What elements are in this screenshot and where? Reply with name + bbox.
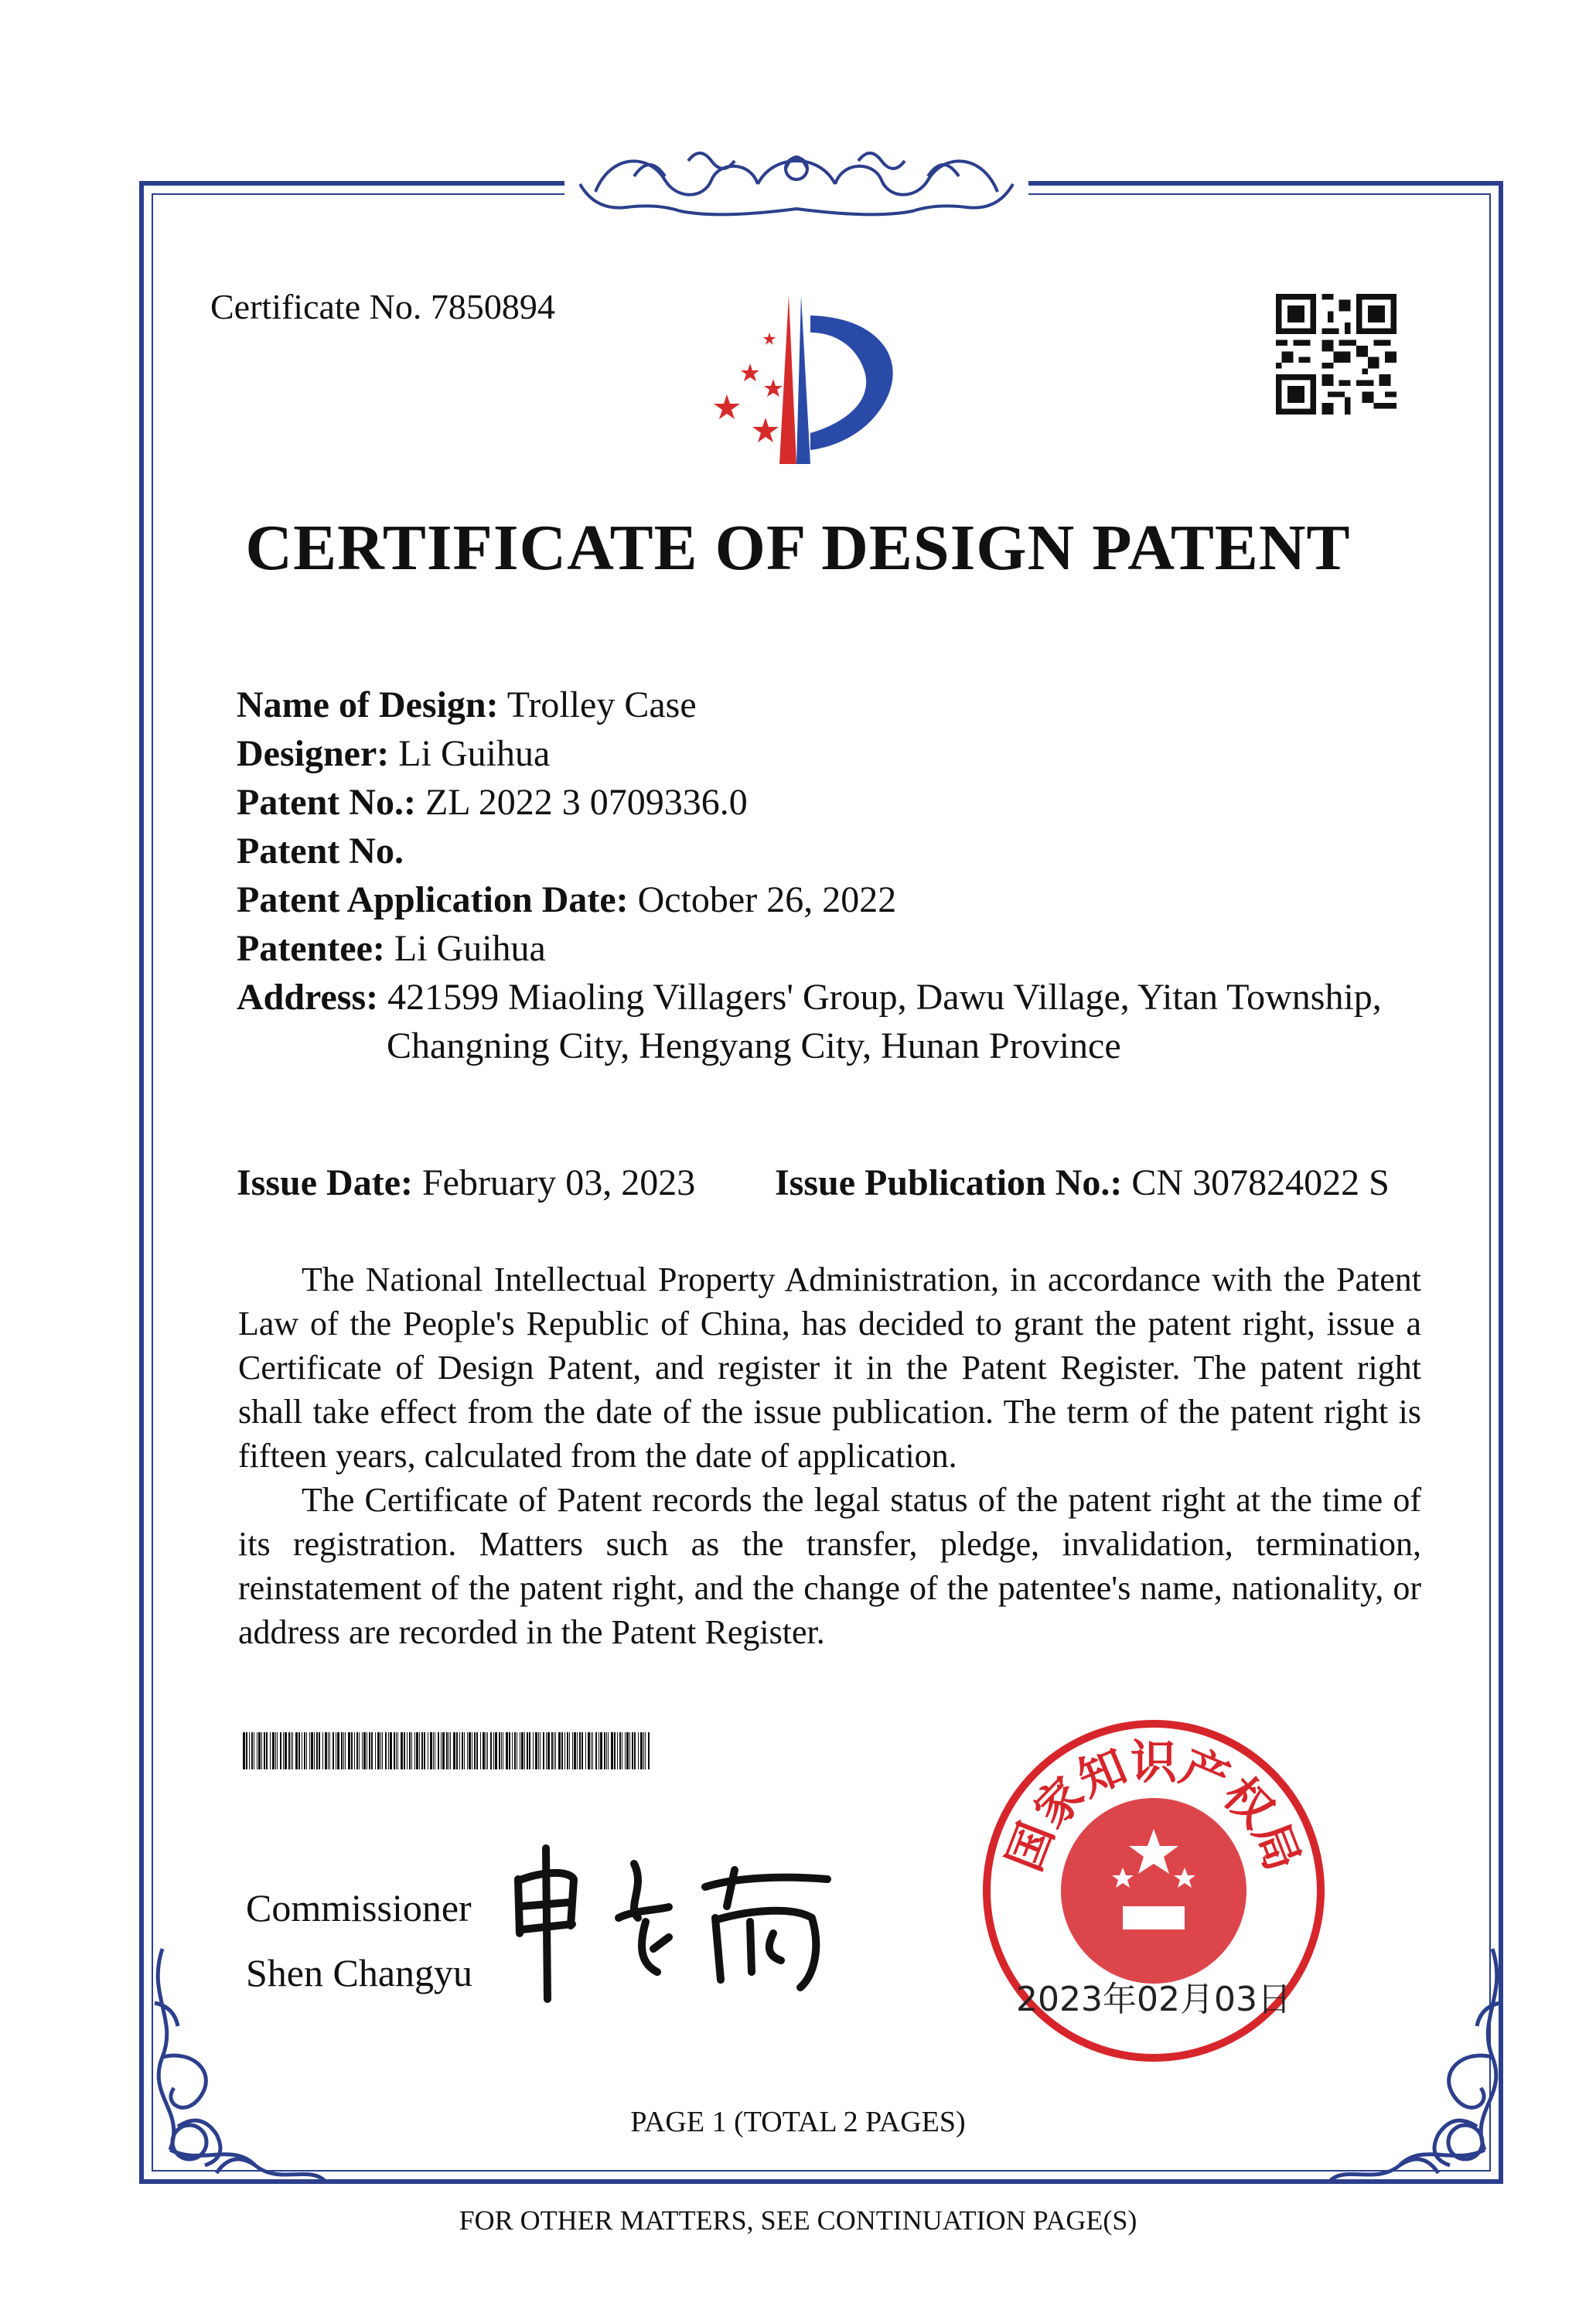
barcode-bar (543, 1732, 544, 1769)
barcode-bar (514, 1732, 516, 1769)
barcode-bar (555, 1732, 556, 1769)
barcode-bar (569, 1732, 570, 1769)
barcode-bar (453, 1732, 455, 1769)
official-seal (976, 1713, 1332, 2069)
barcode-bar (362, 1732, 363, 1769)
qr-code (1276, 294, 1396, 415)
barcode-bar (348, 1732, 350, 1769)
barcode-bar (529, 1732, 530, 1769)
barcode-bar (611, 1732, 613, 1769)
barcode-bar (275, 1732, 276, 1769)
barcode-bar (501, 1732, 502, 1769)
barcode-bar (328, 1732, 329, 1769)
design-name-field (237, 681, 1443, 729)
barcode-bar (251, 1732, 253, 1769)
barcode-bar (640, 1732, 643, 1769)
barcode-bar (625, 1732, 626, 1769)
barcode-bar (592, 1732, 593, 1769)
barcode-bar (474, 1732, 476, 1769)
barcode-bar (377, 1732, 380, 1769)
barcode-bar (304, 1732, 305, 1769)
barcode-bar (462, 1732, 463, 1769)
application-date-label: Patent Application Date: (237, 879, 629, 920)
barcode-bar (409, 1732, 411, 1769)
barcode-bar (264, 1732, 265, 1769)
barcode-bar (295, 1732, 298, 1769)
barcode-bar (442, 1732, 445, 1769)
barcode-bar (588, 1732, 590, 1769)
barcode-bar (551, 1732, 553, 1769)
seal-ring-text: 国家知识产权局 (998, 1735, 1310, 1878)
barcode-bar (533, 1732, 534, 1769)
seal-date: 2023年02月03日 (1016, 1980, 1291, 2019)
barcode-bar (371, 1732, 373, 1769)
patent-number-2-field (237, 827, 1443, 875)
barcode-bar (375, 1732, 376, 1769)
barcode-bar (456, 1732, 458, 1769)
issue-date-value: February 03, 2023 (412, 1162, 696, 1203)
designer-value: Li Guihua (389, 733, 551, 774)
patent-number-field (237, 778, 1443, 827)
barcode-bar (319, 1732, 320, 1769)
barcode-bar (626, 1732, 629, 1769)
barcode-bar (581, 1732, 583, 1769)
barcode-bar (598, 1732, 599, 1769)
barcode-bar (619, 1732, 621, 1769)
barcode-bar (280, 1732, 281, 1769)
barcode-bar (258, 1732, 261, 1769)
barcode-bar (643, 1732, 644, 1769)
barcode-bar (617, 1732, 618, 1769)
barcode-bar (524, 1732, 525, 1769)
barcode-bar (325, 1732, 327, 1769)
barcode-bar (341, 1732, 343, 1769)
address-value: 421599 Miaoling Villagers' Group, Dawu Village, Yitan Township, (378, 977, 1382, 1018)
barcode-bar (270, 1732, 271, 1769)
application-date-field (237, 875, 1443, 924)
barcode-bar (277, 1732, 278, 1769)
barcode-bar (411, 1732, 412, 1769)
barcode-bar (483, 1732, 485, 1769)
barcode-bar (424, 1732, 425, 1769)
barcode-bar (356, 1732, 358, 1769)
barcode-bar (382, 1732, 383, 1769)
barcode-bar (629, 1732, 630, 1769)
barcode-bar (309, 1732, 310, 1769)
handwritten-signature (503, 1833, 851, 2011)
barcode-bar (490, 1732, 492, 1769)
issue-publication-label: Issue Publication No.: (775, 1162, 1123, 1203)
designer-field (237, 729, 1443, 778)
barcode-bar (604, 1732, 605, 1769)
barcode-bar (329, 1732, 330, 1769)
barcode-bar (354, 1732, 355, 1769)
barcode-bar (311, 1732, 313, 1769)
barcode-bar (314, 1732, 315, 1769)
barcode-bar (606, 1732, 607, 1769)
barcode-bar (450, 1732, 451, 1769)
barcode-bar (292, 1732, 293, 1769)
bottom-right-ornament (1322, 1933, 1523, 2196)
certificate-body (238, 1257, 1421, 1654)
barcode-bar (261, 1732, 262, 1769)
barcode-bar (467, 1732, 468, 1769)
barcode-bar (291, 1732, 292, 1769)
barcode-bar (585, 1732, 586, 1769)
barcode-bar (567, 1732, 568, 1769)
patentee-label: Patentee: (237, 928, 385, 969)
barcode-bar (394, 1732, 395, 1769)
patent-number-2-label: Patent No. (237, 831, 404, 872)
application-date-value: October 26, 2022 (628, 879, 897, 920)
patentee-value: Li Guihua (384, 928, 546, 969)
barcode (243, 1732, 653, 1769)
barcode-bar (401, 1732, 403, 1769)
body-paragraph-2: The Certificate of Patent records the legal status of the patent right at the time of its registration. Matters such as the transfer, pledge, invalidation, termination, reinstatement of the patent right, and the change of the patentee's name, nationality, or address are recorded in the Patent Register. (238, 1481, 1421, 1651)
barcode-bar (430, 1732, 432, 1769)
barcode-bar (359, 1732, 360, 1769)
barcode-bar (337, 1732, 339, 1769)
barcode-bar (561, 1732, 563, 1769)
address-field (237, 973, 1443, 1022)
barcode-bar (595, 1732, 597, 1769)
barcode-bar (464, 1732, 465, 1769)
barcode-bar (380, 1732, 381, 1769)
barcode-bar (521, 1732, 523, 1769)
barcode-bar (414, 1732, 415, 1769)
barcode-bar (298, 1732, 300, 1769)
barcode-bar (243, 1732, 245, 1769)
barcode-bar (632, 1732, 633, 1769)
certificate-number: Certificate No. 7850894 (210, 287, 555, 326)
barcode-bar (574, 1732, 576, 1769)
address-label: Address: (237, 977, 379, 1018)
body-paragraph-1: The National Intellectual Property Administration, in accordance with the Patent Law of the People's Republic of China, has decided to grant the patent right, issue a Certificate of Design Patent, and register it in the Patent Register. The patent right shall take effect from the date of the issue publication. The term of the patent right is fifteen years, calculated from the date of application. (238, 1261, 1421, 1475)
barcode-bar (249, 1732, 250, 1769)
page-info: PAGE 1 (TOTAL 2 PAGES) (630, 2106, 966, 2138)
issue-publication-field (775, 1162, 1390, 1204)
barcode-bar (527, 1732, 528, 1769)
continuation-note: FOR OTHER MATTERS, SEE CONTINUATION PAGE(S) (459, 2205, 1137, 2236)
cnipa-logo-icon (680, 286, 928, 472)
barcode-bar (306, 1732, 307, 1769)
commissioner-title: Commissioner (246, 1886, 472, 1929)
barcode-bar (558, 1732, 561, 1769)
barcode-bar (480, 1732, 481, 1769)
barcode-bar (495, 1732, 497, 1769)
barcode-bar (433, 1732, 434, 1769)
barcode-bar (272, 1732, 275, 1769)
barcode-bar (441, 1732, 442, 1769)
barcode-bar (648, 1732, 650, 1769)
patentee-field (237, 924, 1443, 973)
barcode-bar (363, 1732, 366, 1769)
barcode-bar (469, 1732, 471, 1769)
barcode-bar (285, 1732, 287, 1769)
barcode-bar (419, 1732, 420, 1769)
barcode-bar (540, 1732, 541, 1769)
patent-number-value: ZL 2022 3 0709336.0 (415, 782, 748, 823)
barcode-bar (385, 1732, 387, 1769)
barcode-bar (351, 1732, 353, 1769)
barcode-bar (446, 1732, 448, 1769)
barcode-bar (614, 1732, 616, 1769)
barcode-bar (509, 1732, 510, 1769)
barcode-bar (369, 1732, 370, 1769)
barcode-bar (538, 1732, 539, 1769)
barcode-bar (448, 1732, 449, 1769)
barcode-bar (476, 1732, 478, 1769)
barcode-bar (416, 1732, 418, 1769)
certificate-title: CERTIFICATE OF DESIGN PATENT (245, 512, 1351, 584)
barcode-bar (487, 1732, 488, 1769)
barcode-bar (390, 1732, 392, 1769)
barcode-bar (608, 1732, 609, 1769)
issue-date-label: Issue Date: (237, 1162, 413, 1203)
barcode-bar (512, 1732, 513, 1769)
barcode-bar (600, 1732, 602, 1769)
barcode-bar (332, 1732, 334, 1769)
barcode-bar (438, 1732, 439, 1769)
barcode-bar (288, 1732, 290, 1769)
barcode-bar (547, 1732, 550, 1769)
barcode-bar (421, 1732, 423, 1769)
issue-date-field (237, 1162, 695, 1204)
barcode-bar (638, 1732, 639, 1769)
design-name-label: Name of Design: (237, 684, 499, 725)
top-ornament (564, 138, 1028, 223)
barcode-bar (246, 1732, 247, 1769)
barcode-bar (459, 1732, 460, 1769)
commissioner-block (246, 1875, 472, 2005)
issue-publication-value: CN 307824022 S (1122, 1162, 1390, 1203)
barcode-bar (546, 1732, 547, 1769)
designer-label: Designer: (237, 733, 390, 774)
barcode-bar (322, 1732, 323, 1769)
barcode-bar (266, 1732, 268, 1769)
barcode-bar (579, 1732, 581, 1769)
barcode-bar (283, 1732, 284, 1769)
barcode-bar (407, 1732, 408, 1769)
barcode-bar (645, 1732, 646, 1769)
barcode-bar (535, 1732, 537, 1769)
patent-number-label: Patent No.: (237, 782, 416, 823)
barcode-bar (388, 1732, 389, 1769)
barcode-bar (345, 1732, 346, 1769)
barcode-bar (493, 1732, 494, 1769)
address-continuation: Changning City, Hengyang City, Hunan Province (387, 1025, 1121, 1066)
barcode-bar (591, 1732, 592, 1769)
barcode-bar (634, 1732, 636, 1769)
barcode-bar (343, 1732, 344, 1769)
barcode-bar (577, 1732, 578, 1769)
design-name-value: Trolley Case (498, 684, 697, 725)
patent-details (237, 681, 1443, 1070)
barcode-bar (506, 1732, 508, 1769)
barcode-bar (564, 1732, 565, 1769)
barcode-bar (316, 1732, 318, 1769)
commissioner-name: Shen Changyu (246, 1951, 473, 1994)
barcode-bar (397, 1732, 398, 1769)
barcode-bar (404, 1732, 405, 1769)
barcode-bar (499, 1732, 500, 1769)
barcode-bar (396, 1732, 397, 1769)
barcode-bar (572, 1732, 573, 1769)
